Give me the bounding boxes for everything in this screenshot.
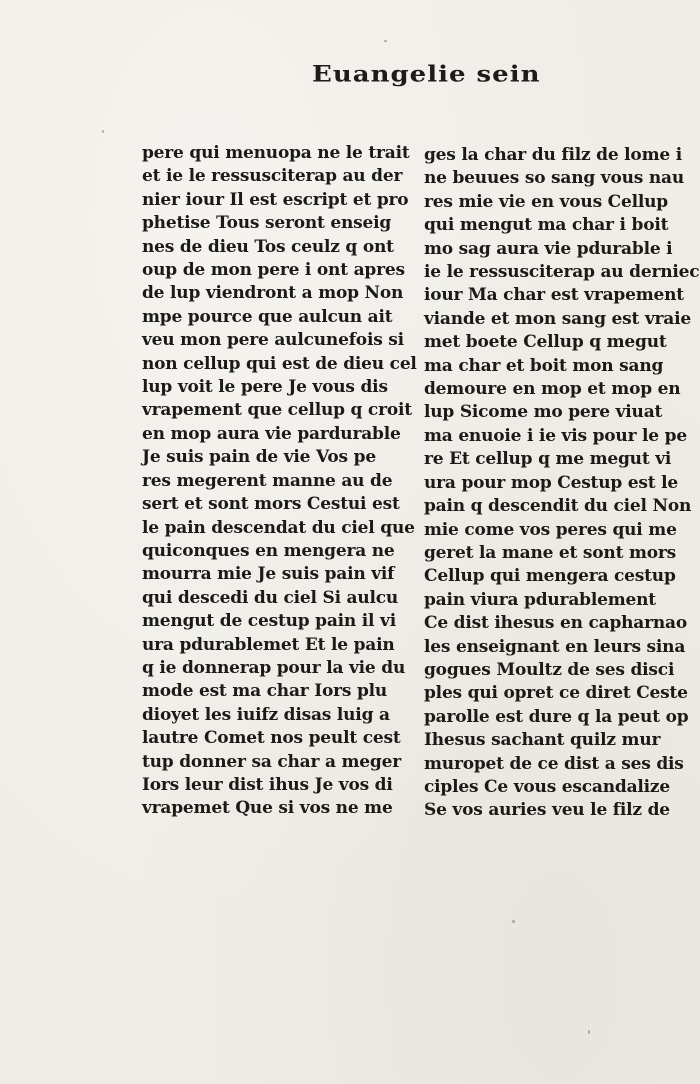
text-line: mpe pource que aulcun ait: [142, 306, 393, 327]
text-line: Je suis pain de vie Vos pe: [142, 447, 376, 468]
text-line: en mop aura vie pardurable: [142, 423, 401, 444]
text-line: ie le ressusciterap au derniec: [424, 262, 700, 283]
text-line: demoure en mop et mop en: [424, 379, 681, 400]
text-line: mourra mie Je suis pain vif: [142, 564, 395, 585]
text-line: gogues Moultz de ses disci: [424, 659, 675, 680]
text-line: res megerent manne au de: [142, 470, 393, 491]
text-line: lup Sicome mo pere viuat: [424, 402, 663, 423]
text-line: non cellup qui est de dieu cel: [142, 353, 417, 374]
text-line: nes de dieu Tos ceulz q ont: [142, 236, 394, 257]
text-line: ma char et boit mon sang: [424, 355, 664, 376]
text-line: et ie le ressusciterap au der: [142, 166, 403, 187]
text-line: parolle est dure q la peut op: [424, 706, 689, 727]
text-line: pain viura pdurablement: [424, 589, 656, 610]
left-text-column: [142, 142, 417, 821]
text-line: quiconques en mengera ne: [142, 540, 395, 561]
text-line: Cellup qui mengera cestup: [424, 566, 676, 587]
text-line: ges la char du filz de lome i: [424, 145, 682, 165]
text-line: ne beuues so sang vous nau: [424, 168, 685, 189]
text-line: lup voit le pere Je vous dis: [142, 377, 388, 398]
right-text-column: [424, 144, 700, 823]
paper-speck: [588, 1030, 590, 1034]
text-line: oup de mon pere i ont apres: [142, 260, 405, 281]
text-line: dioyet les iuifz disas luig a: [142, 704, 390, 725]
text-line: ma enuoie i ie vis pour le pe: [424, 425, 687, 446]
text-line: vrapement que cellup q croit: [142, 400, 412, 421]
text-line: Iors leur dist ihus Je vos di: [142, 774, 393, 795]
text-line: geret la mane et sont mors: [424, 542, 677, 563]
text-line: met boete Cellup q megut: [424, 332, 667, 353]
paper-speck: [512, 920, 515, 923]
text-line: qui mengut ma char i boit: [424, 215, 669, 236]
text-line: q ie donnerap pour la vie du: [142, 657, 406, 678]
text-line: iour Ma char est vrapement: [424, 285, 684, 306]
text-line: mode est ma char Iors plu: [142, 681, 388, 702]
text-line: viande et mon sang est vraie: [424, 308, 691, 329]
text-line: lautre Comet nos peult cest: [142, 728, 401, 749]
text-line: ura pour mop Cestup est le: [424, 472, 679, 493]
text-line: mengut de cestup pain il vi: [142, 611, 396, 632]
running-head: Euangelie sein: [312, 62, 541, 88]
text-line: de lup viendront a mop Non: [142, 283, 404, 304]
text-line: mie come vos peres qui me: [424, 519, 677, 540]
text-line: pere qui menuopa ne le trait: [142, 143, 410, 163]
text-line: tup donner sa char a meger: [142, 751, 401, 772]
paper-speck: [102, 130, 104, 133]
text-line: Ihesus sachant quilz mur: [424, 730, 661, 751]
text-line: mo sag aura vie pdurable i: [424, 238, 673, 259]
text-line: muropet de ce dist a ses dis: [424, 753, 684, 774]
text-line: nier iour Il est escript et pro: [142, 189, 409, 210]
paper-speck: [384, 40, 387, 42]
text-line: ura pdurablemet Et le pain: [142, 634, 395, 655]
text-line: sert et sont mors Cestui est: [142, 494, 400, 515]
text-line: veu mon pere aulcunefois si: [142, 330, 404, 351]
text-line: Se vos auries veu le filz de: [424, 800, 670, 821]
text-line: le pain descendat du ciel que: [142, 517, 415, 538]
text-line: phetise Tous seront enseig: [142, 213, 392, 234]
text-line: les enseignant en leurs sina: [424, 636, 686, 657]
text-line: pain q descendit du ciel Non: [424, 496, 692, 517]
text-line: ciples Ce vous escandalize: [424, 776, 670, 797]
text-line: vrapemet Que si vos ne me: [142, 798, 393, 819]
text-line: Ce dist ihesus en capharnao: [424, 613, 687, 634]
text-line: res mie vie en vous Cellup: [424, 191, 668, 212]
text-line: ples qui opret ce diret Ceste: [424, 683, 688, 704]
text-line: qui descedi du ciel Si aulcu: [142, 587, 399, 608]
text-line: re Et cellup q me megut vi: [424, 449, 672, 470]
